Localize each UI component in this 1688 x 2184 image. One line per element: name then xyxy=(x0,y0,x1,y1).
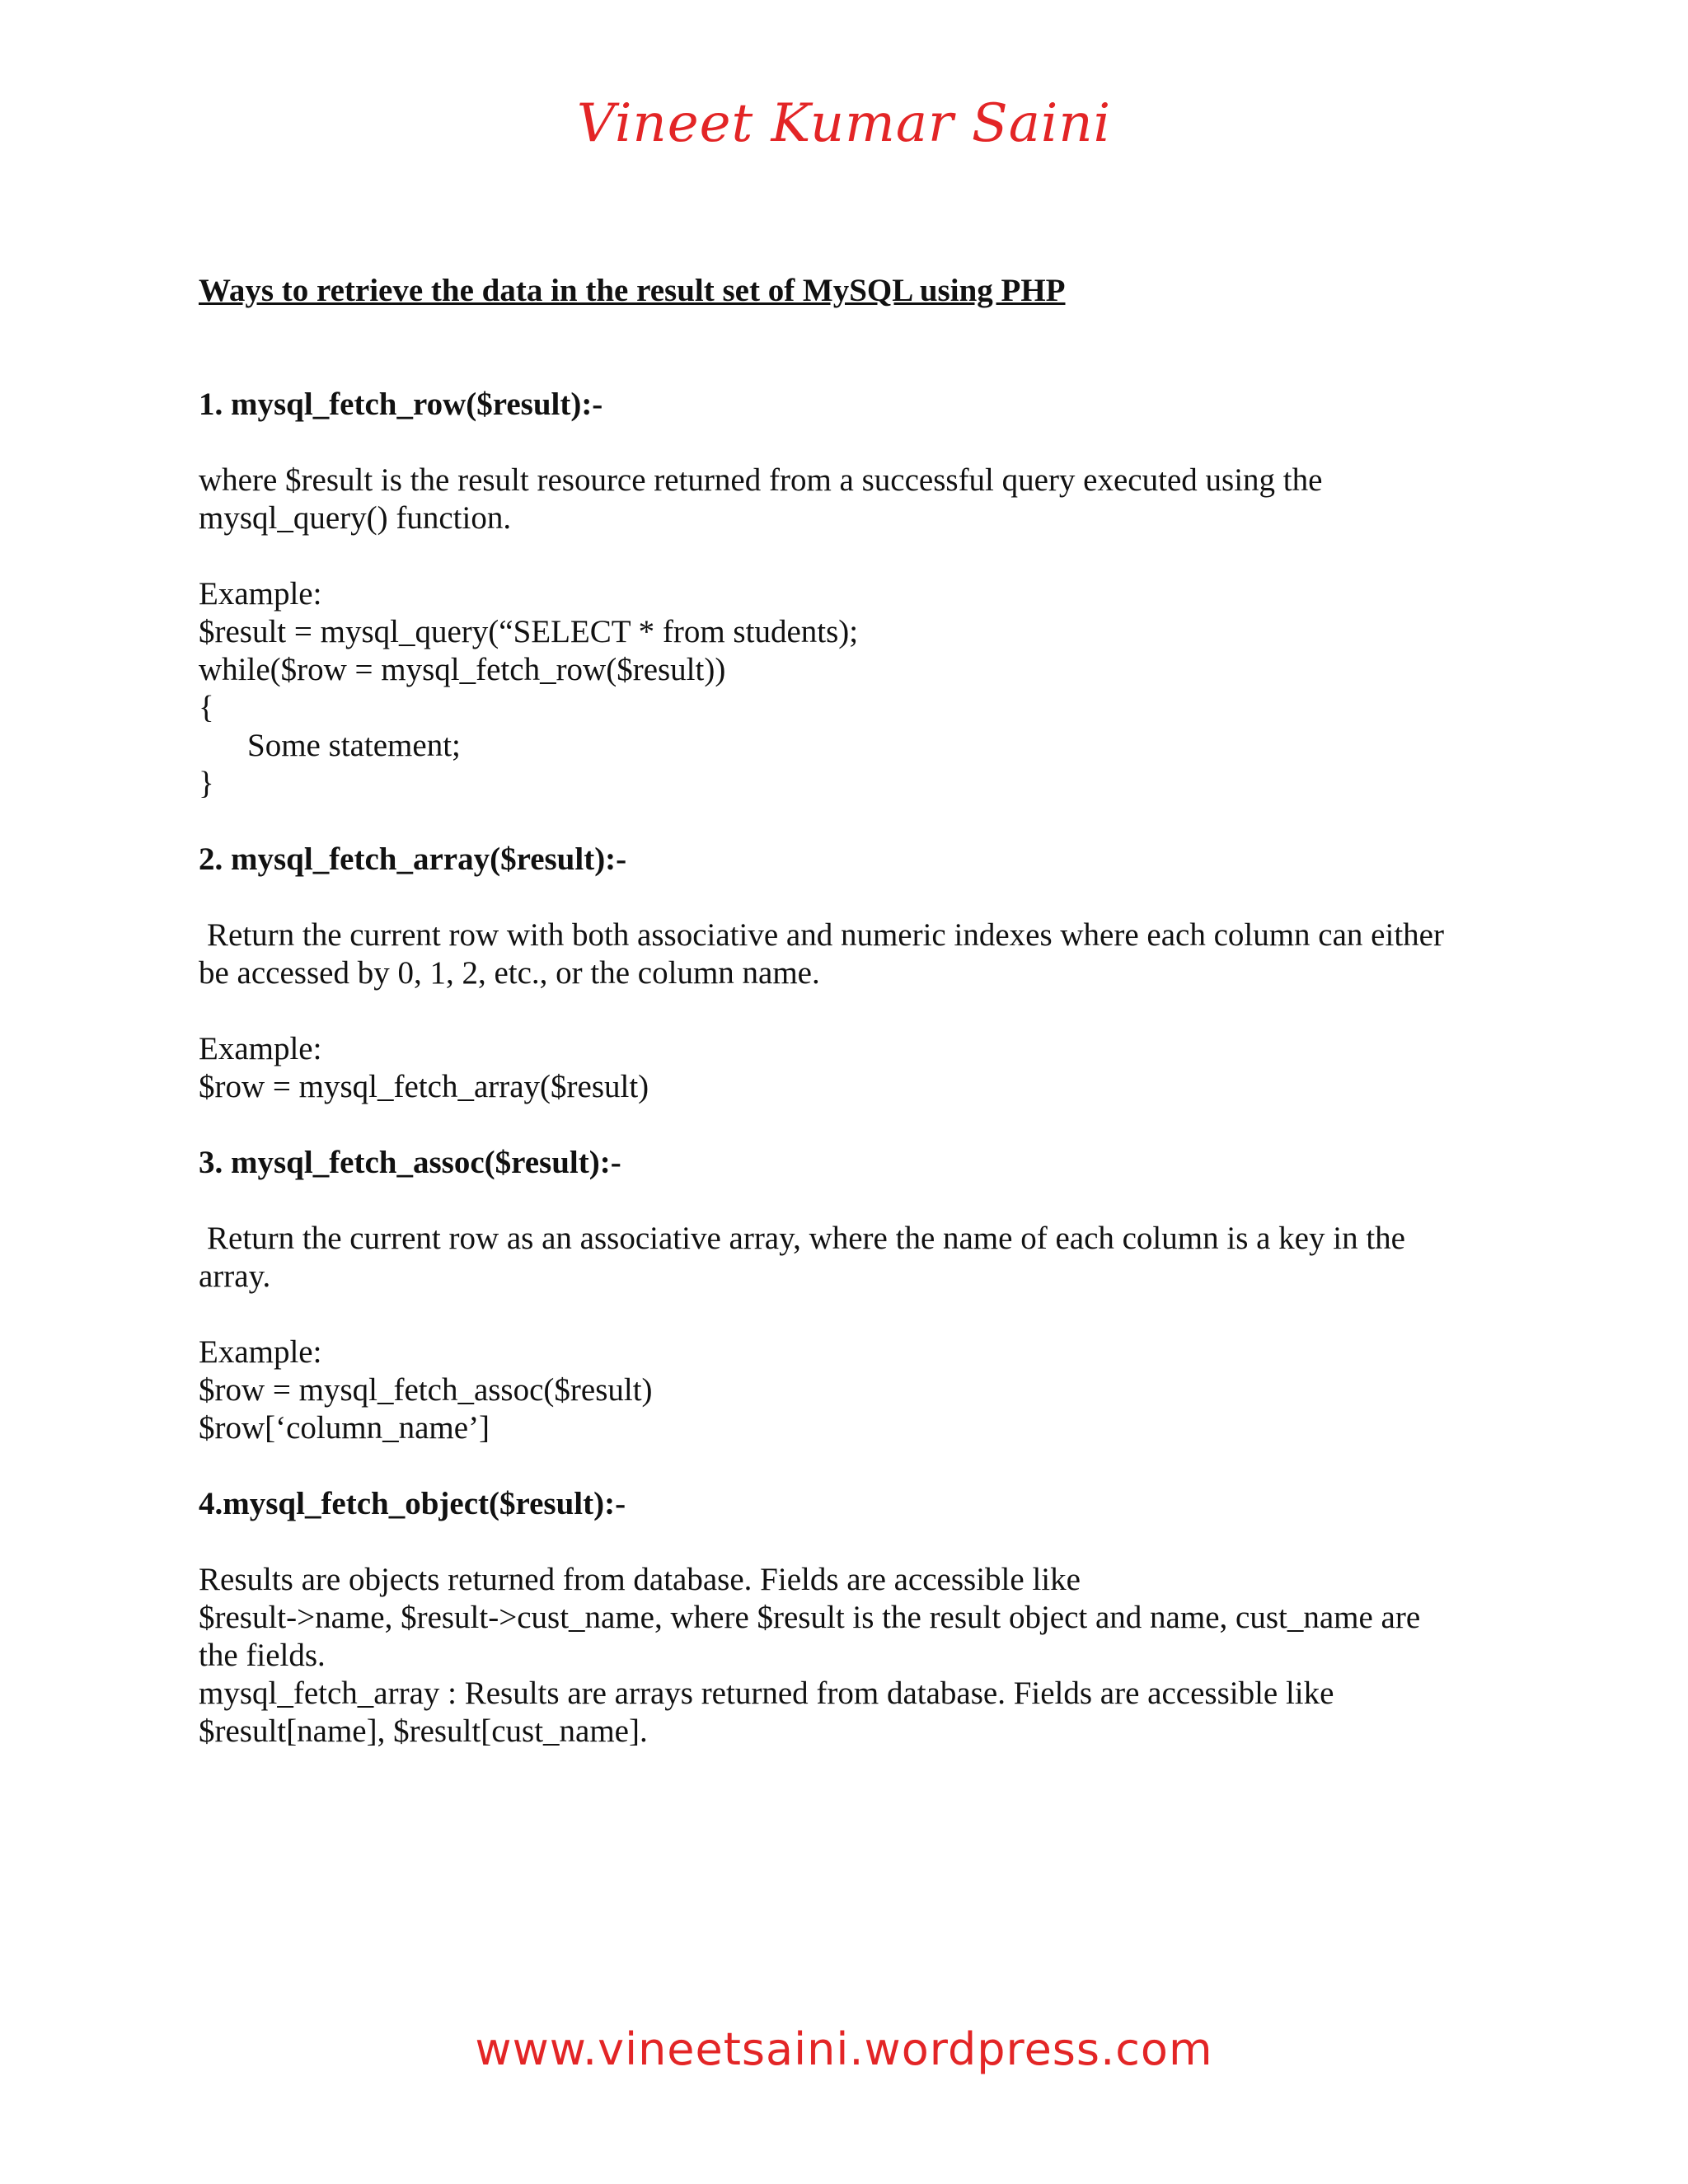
document-title: Ways to retrieve the data in the result set of MySQL using PHP xyxy=(199,273,1066,308)
code-example xyxy=(199,1068,1501,1106)
code-example xyxy=(199,1371,1501,1447)
section-heading: 2. mysql_fetch_array($result):- xyxy=(199,841,627,877)
code-line: $row[‘column_name’] xyxy=(199,1410,490,1446)
description-line: mysql_fetch_array : Results are arrays returned from database. Fields are accessible like xyxy=(199,1675,1334,1711)
section-fetch-row xyxy=(199,386,1501,841)
description-line: Results are objects returned from database. Fields are accessible like xyxy=(199,1562,1081,1597)
description-line: array. xyxy=(199,1258,271,1294)
code-line: } xyxy=(199,766,214,801)
description-line: $result->name, $result->cust_name, where $result is the result object and name, cust_name are xyxy=(199,1600,1421,1635)
code-line: { xyxy=(199,690,214,725)
example-label: Example: xyxy=(199,576,322,612)
description-line: Return the current row as an associative array, where the name of each column is a key in the xyxy=(207,1221,1405,1256)
section-fetch-object xyxy=(199,1485,1501,1750)
section-description xyxy=(199,462,1501,537)
document-body xyxy=(199,272,1501,1750)
section-description xyxy=(199,1220,1501,1296)
section-heading: 3. mysql_fetch_assoc($result):- xyxy=(199,1145,621,1180)
section-fetch-assoc xyxy=(199,1144,1501,1485)
code-line: while($row = mysql_fetch_row($result)) xyxy=(199,652,726,687)
section-description xyxy=(199,916,1501,992)
code-line: Some statement; xyxy=(247,728,461,763)
section-heading: 4.mysql_fetch_object($result):- xyxy=(199,1486,626,1521)
description-line: the fields. xyxy=(199,1638,326,1673)
description-line: mysql_query() function. xyxy=(199,500,512,536)
description-line: Return the current row with both associative and numeric indexes where each column can either xyxy=(207,917,1444,953)
code-line: $row = mysql_fetch_array($result) xyxy=(199,1069,649,1104)
section-heading: 1. mysql_fetch_row($result):- xyxy=(199,387,603,422)
description-line: be accessed by 0, 1, 2, etc., or the column name. xyxy=(199,955,820,991)
footer-website-url: www.vineetsaini.wordpress.com xyxy=(475,2023,1213,2075)
example-label: Example: xyxy=(199,1334,322,1370)
section-fetch-array xyxy=(199,841,1501,1144)
author-header: Vineet Kumar Saini xyxy=(576,93,1112,154)
code-line: $row = mysql_fetch_assoc($result) xyxy=(199,1372,653,1408)
code-example xyxy=(199,613,1501,803)
section-description xyxy=(199,1561,1501,1750)
example-label: Example: xyxy=(199,1031,322,1066)
code-line: $result = mysql_query(“SELECT * from students); xyxy=(199,614,859,649)
description-line: where $result is the result resource returned from a successful query executed using the xyxy=(199,462,1323,498)
description-line: $result[name], $result[cust_name]. xyxy=(199,1713,648,1749)
